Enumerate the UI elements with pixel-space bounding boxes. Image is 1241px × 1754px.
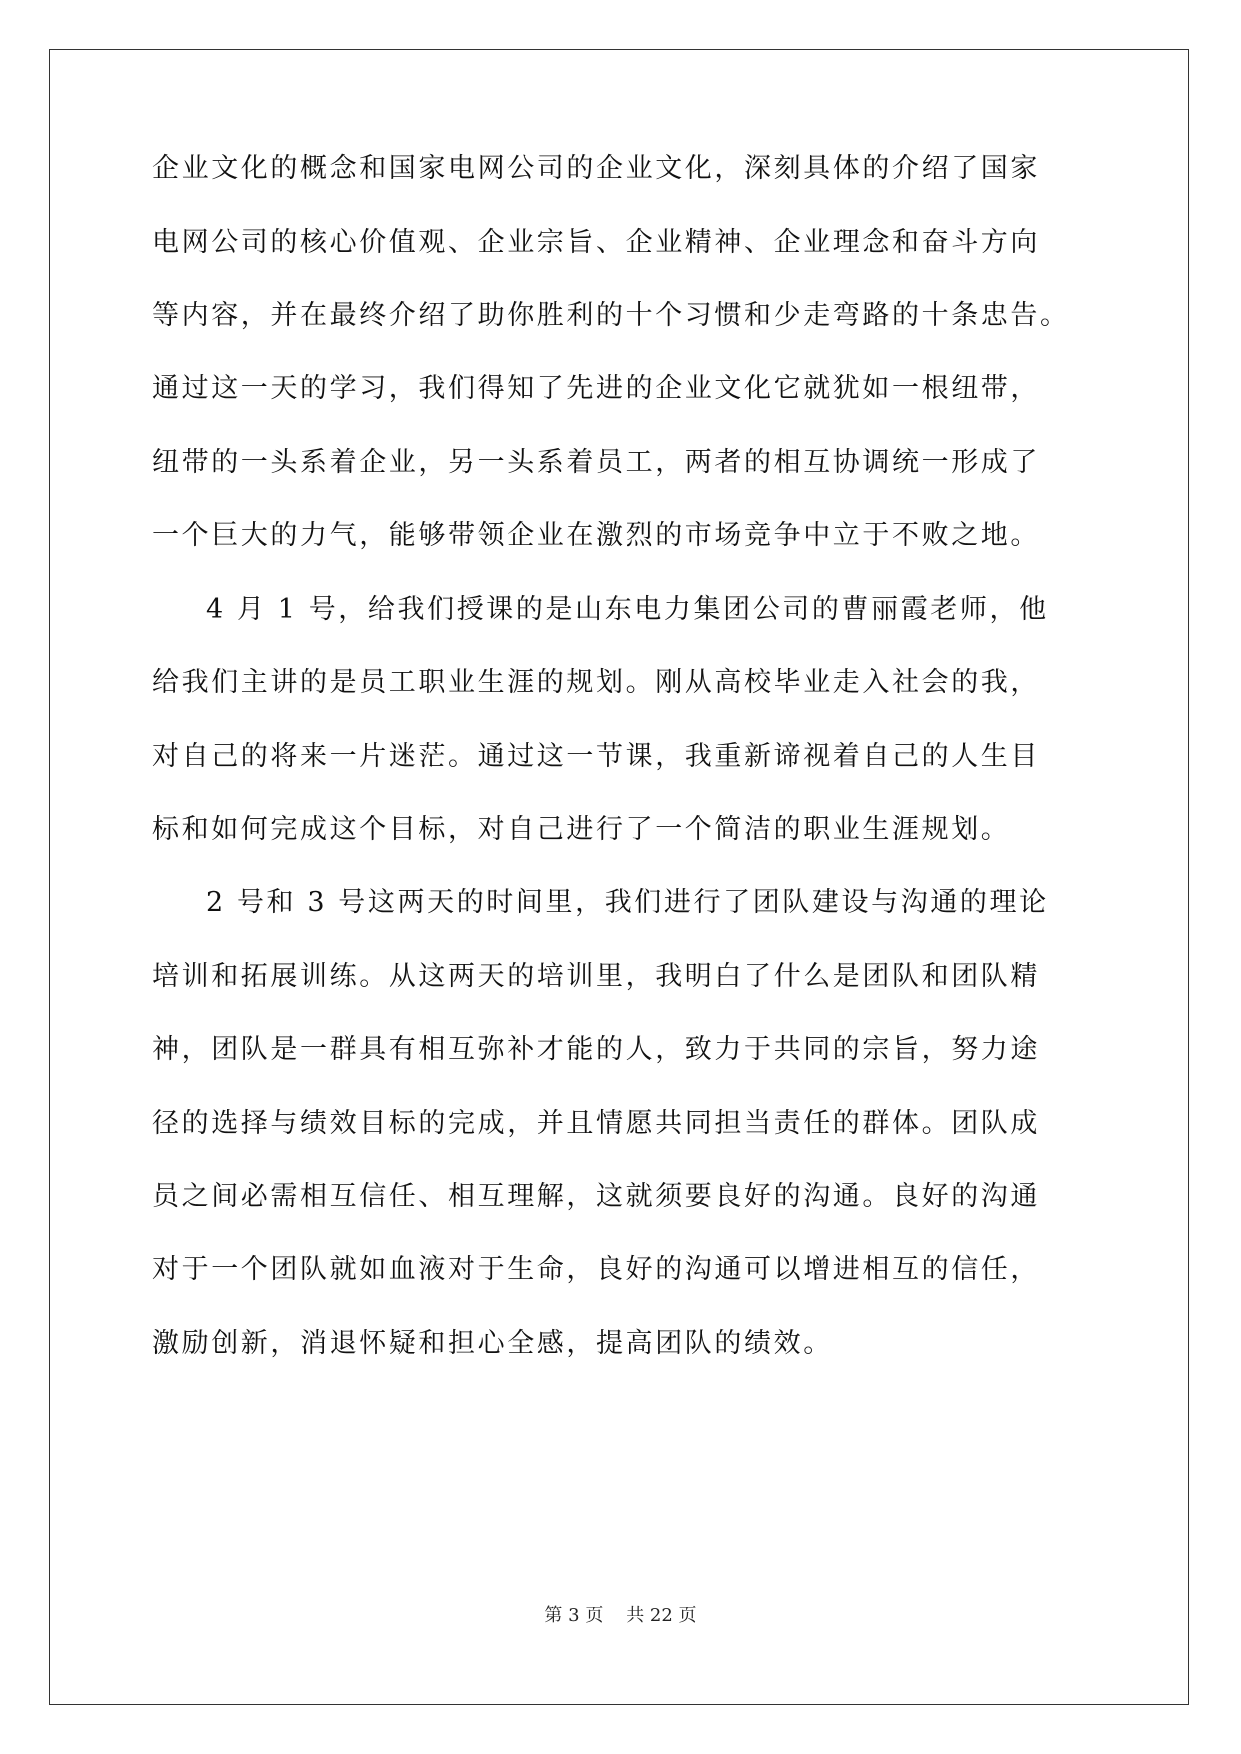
text-line: 标和如何完成这个目标，对自己进行了一个简洁的职业生涯规划。 <box>152 814 1011 845</box>
text-line: 激励创新，消退怀疑和担心全感，提高团队的绩效。 <box>152 1328 833 1359</box>
text-line: 一个巨大的力气，能够带领企业在激烈的市场竞争中立于不败之地。 <box>152 520 1040 551</box>
text-line: 企业文化的概念和国家电网公司的企业文化，深刻具体的介绍了国家 <box>152 153 1040 184</box>
page-number-footer: 第 3 页 共 22 页 <box>544 1605 697 1626</box>
paragraph-first-line: 2 号和 3 号这两天的时间里，我们进行了团队建设与沟通的理论 <box>206 887 1049 918</box>
text-line: 纽带的一头系着企业，另一头系着员工，两者的相互协调统一形成了 <box>152 447 1040 478</box>
text-line: 培训和拓展训练。从这两天的培训里，我明白了什么是团队和团队精 <box>152 961 1040 992</box>
paragraph-first-line: 4 月 1 号，给我们授课的是山东电力集团公司的曹丽霞老师，他 <box>206 594 1049 625</box>
text-line: 通过这一天的学习，我们得知了先进的企业文化它就犹如一根纽带， <box>152 373 1040 404</box>
text-line: 神，团队是一群具有相互弥补才能的人，致力于共同的宗旨，努力途 <box>152 1034 1040 1065</box>
text-line: 对于一个团队就如血液对于生命，良好的沟通可以增进相互的信任， <box>152 1254 1040 1285</box>
text-line: 给我们主讲的是员工职业生涯的规划。刚从高校毕业走入社会的我， <box>152 667 1040 698</box>
text-line: 径的选择与绩效目标的完成，并且情愿共同担当责任的群体。团队成 <box>152 1108 1040 1139</box>
text-line: 员之间必需相互信任、相互理解，这就须要良好的沟通。良好的沟通 <box>152 1181 1040 1212</box>
page-border <box>49 49 1189 1705</box>
text-line: 对自己的将来一片迷茫。通过这一节课，我重新谛视着自己的人生目 <box>152 741 1040 772</box>
text-line: 等内容，并在最终介绍了助你胜利的十个习惯和少走弯路的十条忠告。 <box>152 300 1070 331</box>
text-line: 电网公司的核心价值观、企业宗旨、企业精神、企业理念和奋斗方向 <box>152 227 1040 258</box>
